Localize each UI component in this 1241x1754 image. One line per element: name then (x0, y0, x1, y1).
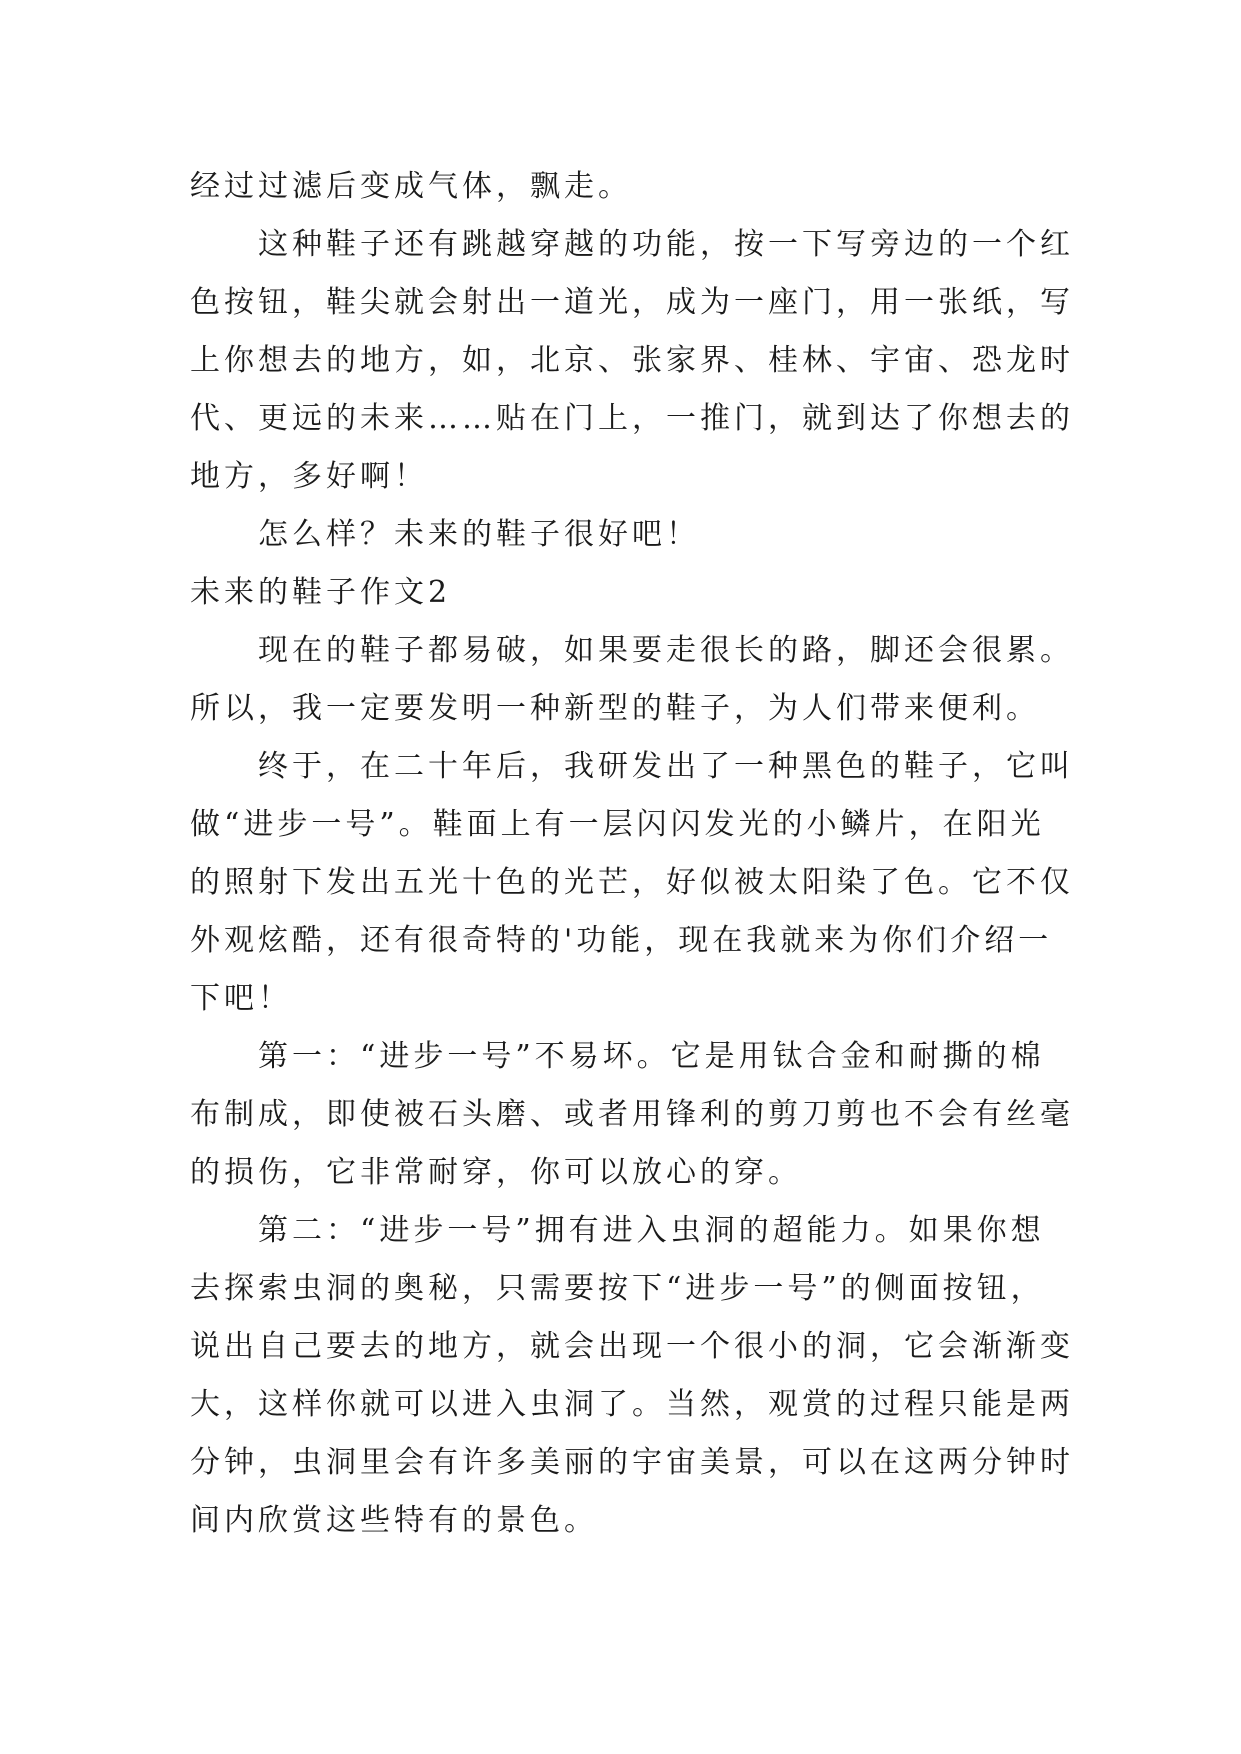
text-line: 地方，多好啊！ (190, 459, 428, 494)
text-line: 下吧！ (190, 981, 292, 1016)
text-line: 布制成，即使被石头磨、或者用锋利的剪刀剪也不会有丝毫 (190, 1097, 1074, 1132)
text-line: 大，这样你就可以进入虫洞了。当然，观赏的过程只能是两 (190, 1387, 1074, 1422)
paragraph-start-line: 第一：“进步一号”不易坏。它是用钛合金和耐撕的棉 (258, 1039, 1045, 1074)
text-line: 间内欣赏这些特有的景色。 (190, 1503, 598, 1538)
text-line: 代、更远的未来……贴在门上，一推门，就到达了你想去的 (190, 401, 1074, 436)
text-line: 色按钮，鞋尖就会射出一道光，成为一座门，用一张纸，写 (190, 285, 1074, 320)
text-line: 的照射下发出五光十色的光芒，好似被太阳染了色。它不仅 (190, 865, 1074, 900)
document-body (190, 158, 1074, 1550)
text-line: 上你想去的地方，如，北京、张家界、桂林、宇宙、恐龙时 (190, 343, 1074, 378)
text-line: 的损伤，它非常耐穿，你可以放心的穿。 (190, 1155, 802, 1190)
text-line: 分钟，虫洞里会有许多美丽的宇宙美景，可以在这两分钟时 (190, 1445, 1074, 1480)
section-title: 未来的鞋子作文2 (190, 575, 452, 610)
text-line: 所以，我一定要发明一种新型的鞋子，为人们带来便利。 (190, 691, 1040, 726)
text-line: 做“进步一号”。鞋面上有一层闪闪发光的小鳞片，在阳光 (190, 807, 1045, 842)
text-line: 说出自己要去的地方，就会出现一个很小的洞，它会渐渐变 (190, 1329, 1074, 1364)
text-line: 经过过滤后变成气体，飘走。 (190, 169, 632, 204)
paragraph-start-line: 现在的鞋子都易破，如果要走很长的路，脚还会很累。 (258, 633, 1074, 668)
text-line: 外观炫酷，还有很奇特的'功能，现在我就来为你们介绍一 (190, 923, 1053, 958)
paragraph-start-line: 这种鞋子还有跳越穿越的功能，按一下写旁边的一个红 (258, 227, 1074, 262)
text-line: 去探索虫洞的奥秘，只需要按下“进步一号”的侧面按钮， (190, 1271, 1045, 1306)
paragraph-start-line: 终于，在二十年后，我研发出了一种黑色的鞋子，它叫 (258, 749, 1074, 784)
paragraph-start-line: 怎么样？未来的鞋子很好吧！ (258, 517, 700, 552)
paragraph-start-line: 第二：“进步一号”拥有进入虫洞的超能力。如果你想 (258, 1213, 1045, 1248)
